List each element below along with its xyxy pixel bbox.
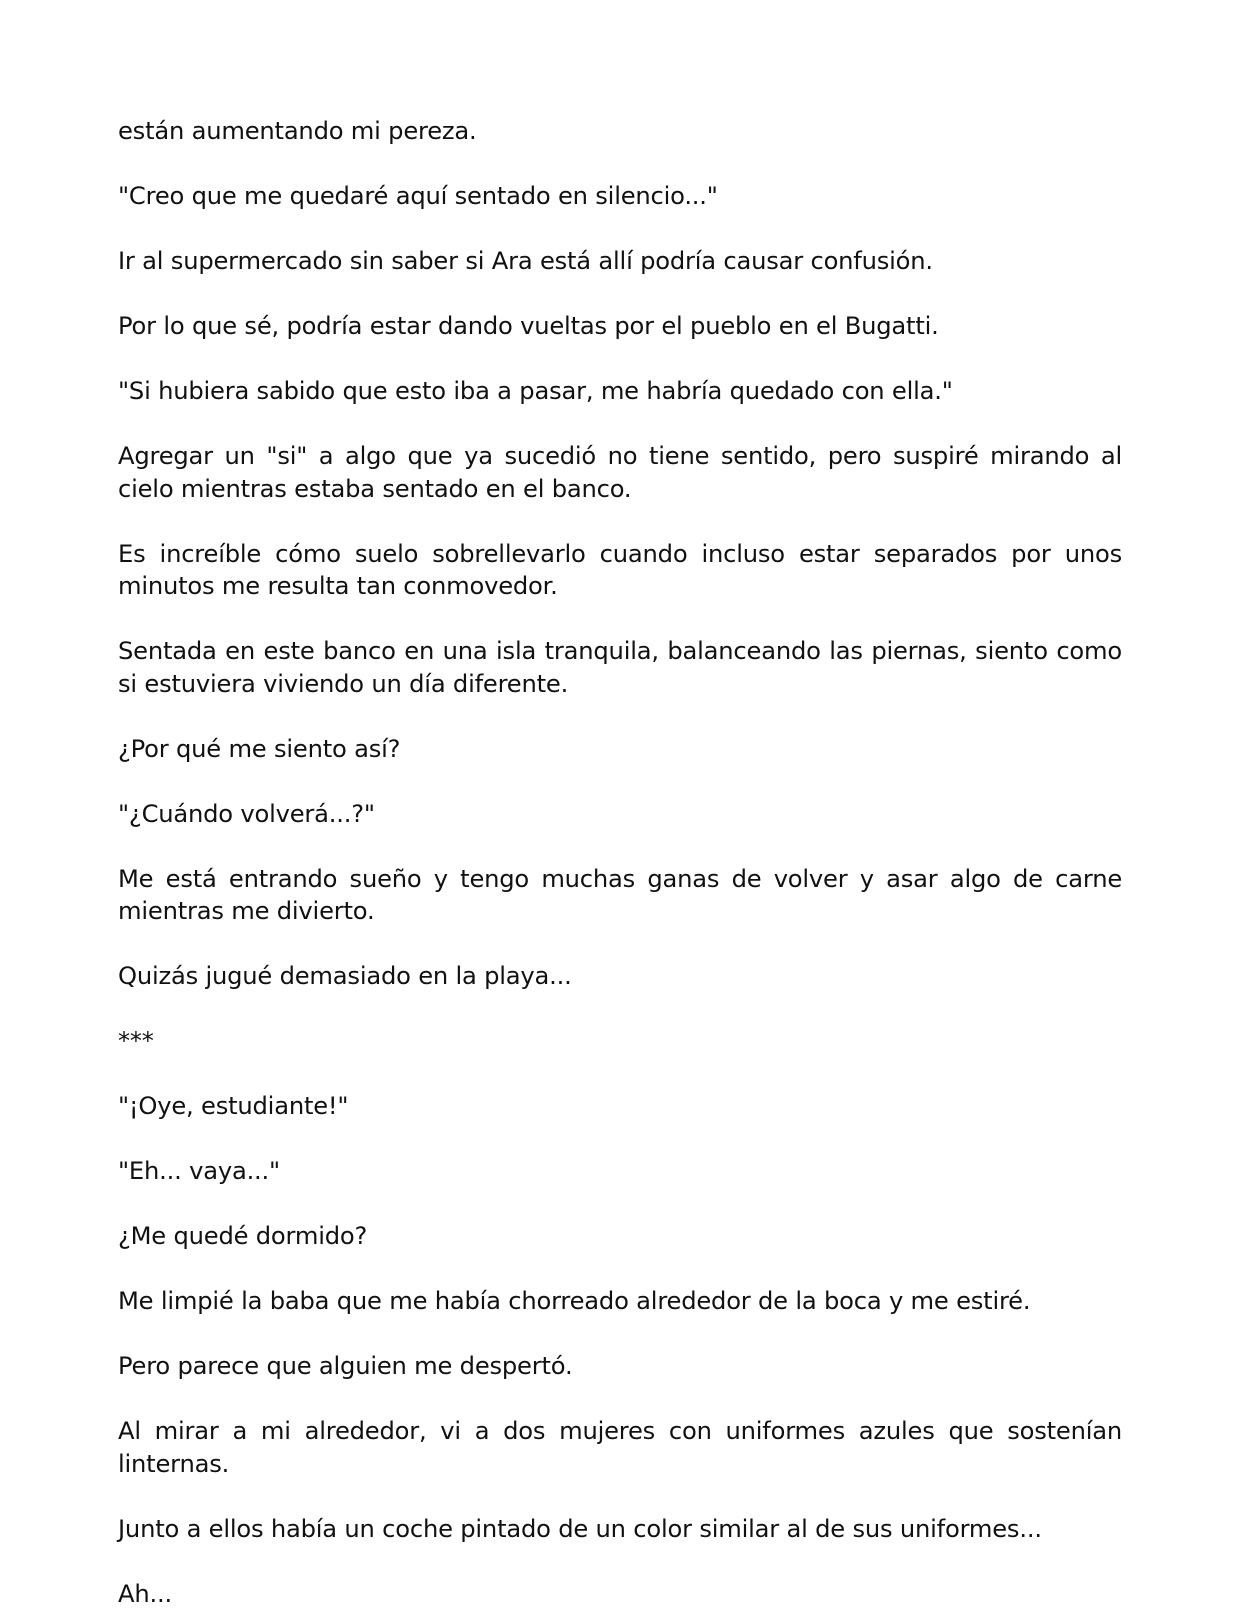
- paragraph: Ah...: [118, 1579, 172, 1608]
- paragraph: Es increíble cómo suelo sobrellevarlo cuando incluso estar separados por unos minutos me resulta tan conmovedor.: [118, 539, 1122, 600]
- paragraph: Me limpié la baba que me había chorreado alrededor de la boca y me estiré.: [118, 1287, 1031, 1315]
- paragraph: ¿Me quedé dormido?: [118, 1222, 368, 1250]
- paragraph: Por lo que sé, podría estar dando vueltas por el pueblo en el Bugatti.: [118, 312, 939, 340]
- paragraph: "¡Oye, estudiante!": [118, 1092, 349, 1120]
- paragraph: ¿Por qué me siento así?: [118, 734, 401, 763]
- paragraph: "Si hubiera sabido que esto iba a pasar, me habría quedado con ella.": [118, 377, 953, 405]
- paragraph: Al mirar a mi alrededor, vi a dos mujeres con uniformes azules que sostenían linternas.: [118, 1417, 1122, 1478]
- paragraph: Ir al supermercado sin saber si Ara está allí podría causar confusión.: [118, 247, 933, 275]
- paragraph: Agregar un "si" a algo que ya sucedió no tiene sentido, pero suspiré mirando al cielo mientras estaba sentado en el banco.: [118, 442, 1122, 503]
- paragraph: Quizás jugué demasiado en la playa...: [118, 962, 572, 990]
- paragraph: Pero parece que alguien me despertó.: [118, 1352, 573, 1380]
- scene-break: ***: [118, 1027, 154, 1055]
- paragraph: Junto a ellos había un coche pintado de un color similar al de sus uniformes...: [118, 1514, 1042, 1543]
- document-page: [118, 115, 1122, 1610]
- paragraph: están aumentando mi pereza.: [118, 117, 477, 145]
- paragraph: "Eh... vaya...": [118, 1157, 280, 1185]
- paragraph: Sentada en este banco en una isla tranquila, balanceando las piernas, siento como si estuviera viviendo un día diferente.: [118, 637, 1122, 698]
- paragraph: "Creo que me quedaré aquí sentado en silencio...": [118, 182, 718, 210]
- paragraph: Me está entrando sueño y tengo muchas ganas de volver y asar algo de carne mientras me divierto.: [118, 864, 1122, 925]
- paragraph: "¿Cuándo volverá...?": [118, 799, 375, 828]
